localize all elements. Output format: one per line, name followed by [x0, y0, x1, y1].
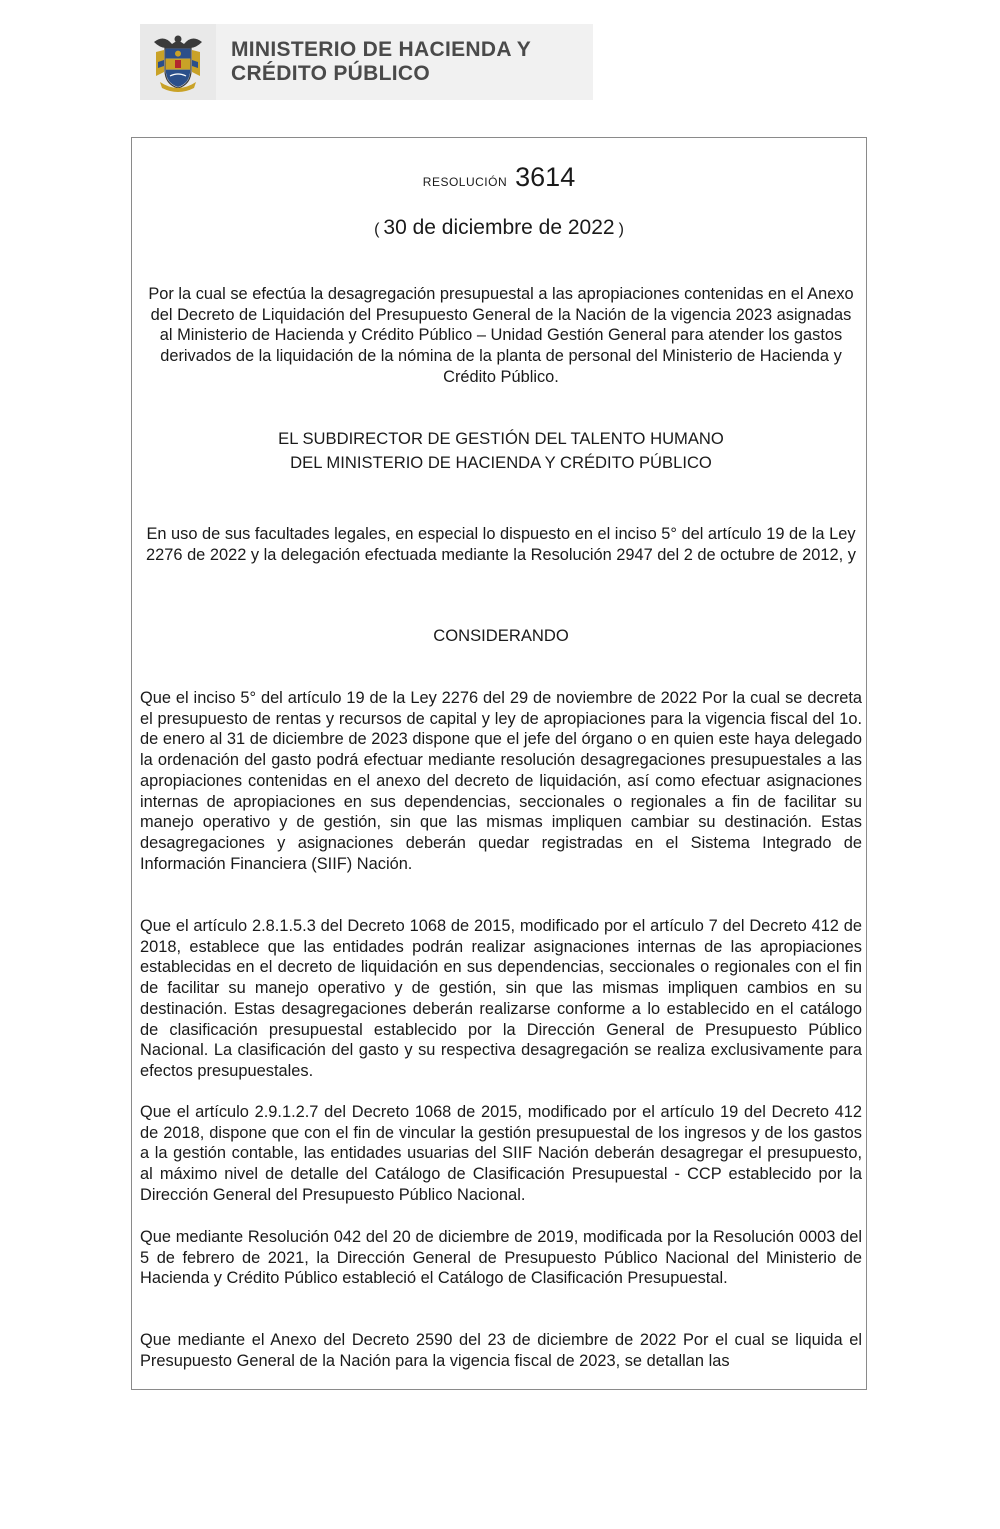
considerando-paragraph: Que mediante el Anexo del Decreto 2590 del 23 de diciembre de 2022 Por el cual se liquida el Presupuesto General de la Nación para la vigencia fiscal de 2023, se detallan las: [140, 1331, 862, 1370]
considerando-paragraph: Que el artículo 2.9.1.2.7 del Decreto 1068 de 2015, modificado por el artículo 19 del Decreto 412 de 2018, dispone que con el fin de vincular la gestión presupuestal de los ingresos y de los gastos a la gestión contable, las entidades usuarias del SIIF Nación deberán desagregar el presupuesto, al máximo nivel de detalle del Catálogo de Clasificación Presupuestal - CCP establecido por la Dirección General del Presupuesto Público Nacional.: [140, 1103, 862, 1204]
signatory-line1: EL SUBDIRECTOR DE GESTIÓN DEL TALENTO HUMANO: [278, 429, 724, 448]
resolution-number: 3614: [515, 162, 576, 192]
considerando-heading: CONSIDERANDO: [433, 626, 569, 645]
date-paren-close: ): [618, 221, 624, 238]
crest-container: [140, 24, 216, 100]
considerando-paragraph: Que el artículo 2.8.1.5.3 del Decreto 1068 de 2015, modificado por el artículo 7 del Decreto 412 de 2018, establece que las entidades podrán realizar asignaciones internas de las apropiaciones establecidas en el decreto de liquidación en sus dependencias, seccionales o regionales con el fin de facilitar su manejo operativo y de gestión, sin que las mismas impliquen cambios en su destinación. Estas desagregaciones deberán realizarse conforme a lo establecido en el catálogo de clasificación presupuestal establecido por la Dirección General de Presupuesto Público Nacional. La clasificación del gasto y su respectiva desagregación se realiza exclusivamente para efectos presupuestales.: [140, 917, 862, 1080]
resolution-label: resolución: [422, 171, 508, 190]
colombia-coat-of-arms-icon: [150, 32, 206, 92]
date-paren-open: (: [374, 221, 380, 238]
ministry-name-line2: CRÉDITO PÚBLICO: [231, 62, 430, 85]
resolution-summary: Por la cual se efectúa la desagregación presupuestal a las apropiaciones contenidas en el Anexo del Decreto de Liquidación del Presupuesto General de la Nación de la vigencia 2023 asignadas al Ministerio de Hacienda y Crédito Público – Unidad Gestión General para atender los gastos derivados de la liquidación de la nómina de la planta de personal del Ministerio de Hacienda y Crédito Público.: [148, 285, 854, 386]
resolution-heading: [132, 162, 866, 193]
resolution-date: [132, 216, 866, 240]
document-page: [131, 137, 867, 1390]
ministry-name: [231, 38, 591, 86]
ministry-name-line1: MINISTERIO DE HACIENDA Y: [231, 38, 532, 61]
ministry-header: [140, 24, 593, 100]
considerando-paragraph: Que mediante Resolución 042 del 20 de diciembre de 2019, modificada por la Resolución 0003 del 5 de febrero de 2021, la Dirección General de Presupuesto Público Nacional del Ministerio de Hacienda y Crédito Público estableció el Catálogo de Clasificación Presupuestal.: [140, 1228, 862, 1288]
faculties-statement: En uso de sus facultades legales, en especial lo dispuesto en el inciso 5° del artículo 19 de la Ley 2276 de 2022 y la delegación efectuada mediante la Resolución 2947 del 2 de octubre de 2012, y: [146, 525, 856, 564]
signatory-title: [140, 427, 862, 475]
date-text: 30 de diciembre de 2022: [383, 216, 615, 239]
signatory-line2: DEL MINISTERIO DE HACIENDA Y CRÉDITO PÚBLICO: [290, 453, 712, 472]
considerando-paragraph: Que el inciso 5° del artículo 19 de la Ley 2276 del 29 de noviembre de 2022 Por la cual se decreta el presupuesto de rentas y recursos de capital y ley de apropiaciones para la vigencia fiscal del 1o. de enero al 31 de diciembre de 2023 dispone que el jefe del órgano o en quien este haya delegado la ordenación del gasto podrá efectuar mediante resolución desagregaciones presupuestales a las apropiaciones contenidas en el anexo del decreto de liquidación, así como efectuar asignaciones internas de apropiaciones en sus dependencias, seccionales o regionales a fin de facilitar su manejo operativo y de gestión, sin que las mismas impliquen cambiar su destinación. Estas desagregaciones y asignaciones deberán quedar registradas en el Sistema Integrado de Información Financiera (SIIF) Nación.: [140, 689, 862, 873]
